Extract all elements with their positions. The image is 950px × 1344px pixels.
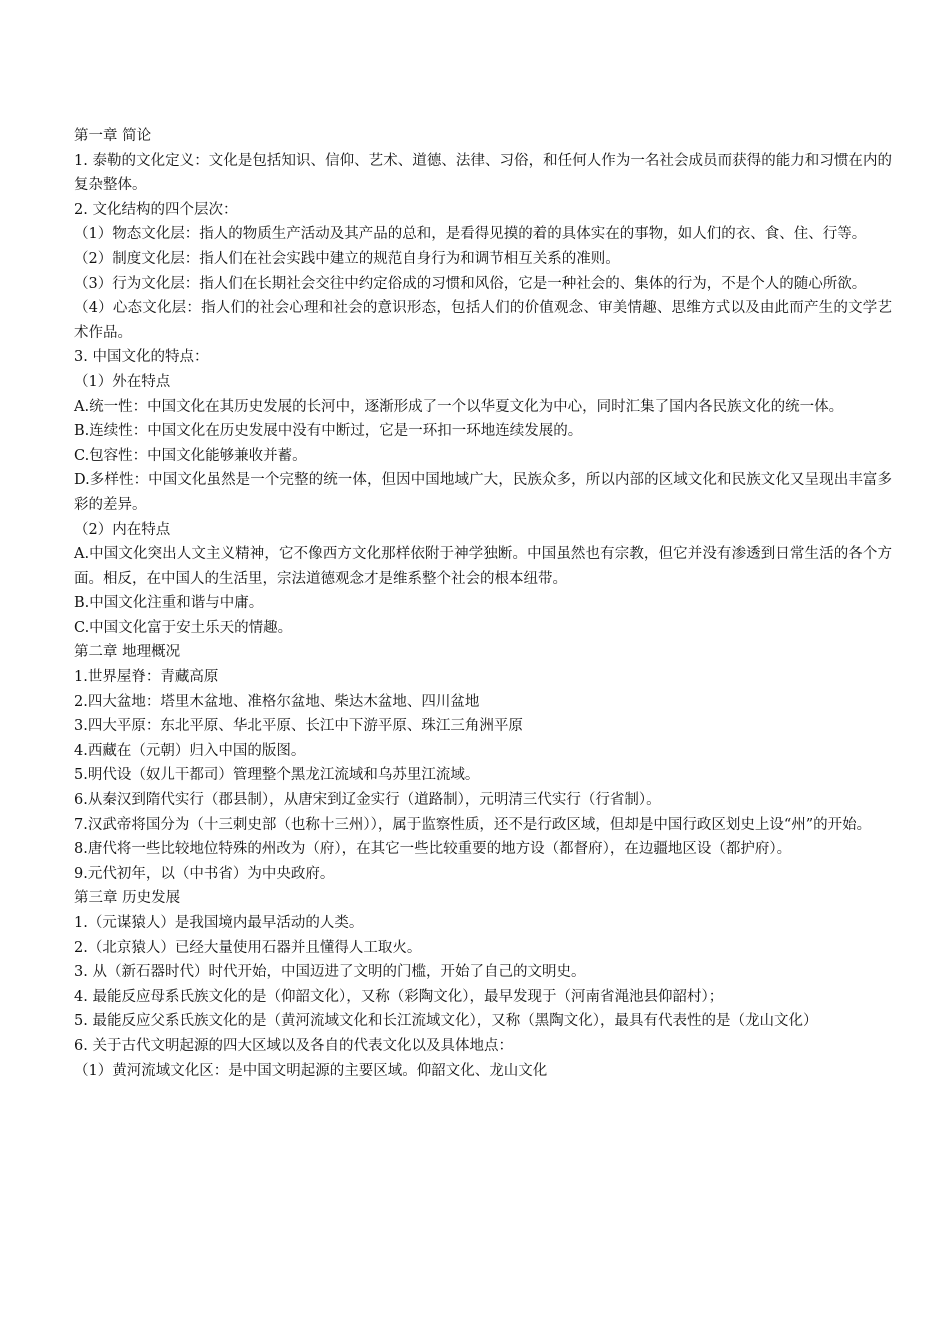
paragraph: （1）黄河流域文化区：是中国文明起源的主要区域。仰韶文化、龙山文化 (74, 1062, 548, 1079)
paragraph: （1）外在特点 (74, 373, 171, 390)
chapter-1-heading: 第一章 简论 (74, 128, 152, 144)
paragraph: 5.明代设（奴儿干都司）管理整个黑龙江流域和乌苏里江流域。 (74, 767, 480, 784)
chapter-3-heading: 第三章 历史发展 (74, 890, 181, 907)
paragraph: C.包容性：中国文化能够兼收并蓄。 (74, 447, 307, 464)
paragraph: 6. 关于古代文明起源的四大区域以及各自的代表文化以及具体地点： (74, 1037, 513, 1054)
paragraph: （1）物态文化层：指人的物质生产活动及其产品的总和，是看得见摸的着的具体实在的事物，如人们的衣、食、住、行等。 (74, 226, 867, 243)
document-body (74, 124, 892, 1083)
paragraph: 2.四大盆地：塔里木盆地、准格尔盆地、柴达木盆地、四川盆地 (74, 693, 480, 710)
paragraph: 7.汉武帝将国分为（十三刺史部（也称十三州）），属于监察性质，还不是行政区域，但却是中国行政区划史上设“州”的开始。 (74, 816, 872, 833)
paragraph: 1.（元谋猿人）是我国境内最早活动的人类。 (74, 915, 364, 931)
paragraph: 4.西藏在（元朝）归入中国的版图。 (74, 742, 306, 759)
paragraph: 3. 中国文化的特点： (74, 349, 209, 366)
paragraph: 2. 文化结构的四个层次： (74, 201, 238, 218)
paragraph: 3. 从（新石器时代）时代开始，中国迈进了文明的门槛，开始了自己的文明史。 (74, 964, 586, 981)
paragraph: B.连续性：中国文化在历史发展中没有中断过，它是一环扣一环地连续发展的。 (74, 423, 583, 440)
paragraph: 5. 最能反应父系氏族文化的是（黄河流域文化和长江流域文化），又称（黑陶文化），最具有代表性的是（龙山文化） (74, 1013, 818, 1030)
paragraph: 2.（北京猿人）已经大量使用石器并且懂得人工取火。 (74, 939, 422, 956)
paragraph: 4. 最能反应母系氏族文化的是（仰韶文化），又称（彩陶文化），最早发现于（河南省渑池县仰韶村）； (74, 988, 724, 1005)
paragraph: （4）心态文化层：指人们的社会心理和社会的意识形态，包括人们的价值观念、审美情趣、思维方式以及由此而产生的文学艺术作品。 (74, 300, 892, 341)
paragraph: （2）制度文化层：指人们在社会实践中建立的规范自身行为和调节相互关系的准则。 (74, 250, 620, 267)
paragraph: 6.从秦汉到隋代实行（郡县制），从唐宋到辽金实行（道路制），元明清三代实行（行省制）。 (74, 792, 661, 809)
chapter-2-heading: 第二章 地理概况 (74, 644, 181, 661)
paragraph: （3）行为文化层：指人们在长期社会交往中约定俗成的习惯和风俗，它是一种社会的、集体的行为，不是个人的随心所欲。 (74, 275, 867, 292)
paragraph: A.中国文化突出人文主义精神，它不像西方文化那样依附于神学独断。中国虽然也有宗教，但它并没有渗透到日常生活的各个方面。相反，在中国人的生活里，宗法道德观念才是维系整个社会的根本纽带。 (74, 546, 892, 587)
paragraph: D.多样性：中国文化虽然是一个完整的统一体，但因中国地域广大，民族众多，所以内部的区域文化和民族文化又呈现出丰富多彩的差异。 (74, 472, 892, 513)
paragraph: 1. 泰勒的文化定义：文化是包括知识、信仰、艺术、道德、法律、习俗，和任何人作为一名社会成员而获得的能力和习惯在内的复杂整体。 (74, 152, 892, 194)
paragraph: B.中国文化注重和谐与中庸。 (74, 595, 264, 612)
paragraph: 9.元代初年，以（中书省）为中央政府。 (74, 865, 335, 882)
paragraph: 1.世界屋脊：青藏高原 (74, 669, 219, 686)
paragraph: C.中国文化富于安土乐天的情趣。 (74, 619, 293, 636)
paragraph: A.统一性：中国文化在其历史发展的长河中，逐渐形成了一个以华夏文化为中心，同时汇集了国内各民族文化的统一体。 (74, 398, 844, 415)
paragraph: 8.唐代将一些比较地位特殊的州改为（府），在其它一些比较重要的地方设（都督府），在边疆地区设（都护府）。 (74, 841, 792, 858)
paragraph: 3.四大平原：东北平原、华北平原、长江中下游平原、珠江三角洲平原 (74, 718, 523, 735)
paragraph: （2）内在特点 (74, 521, 171, 538)
